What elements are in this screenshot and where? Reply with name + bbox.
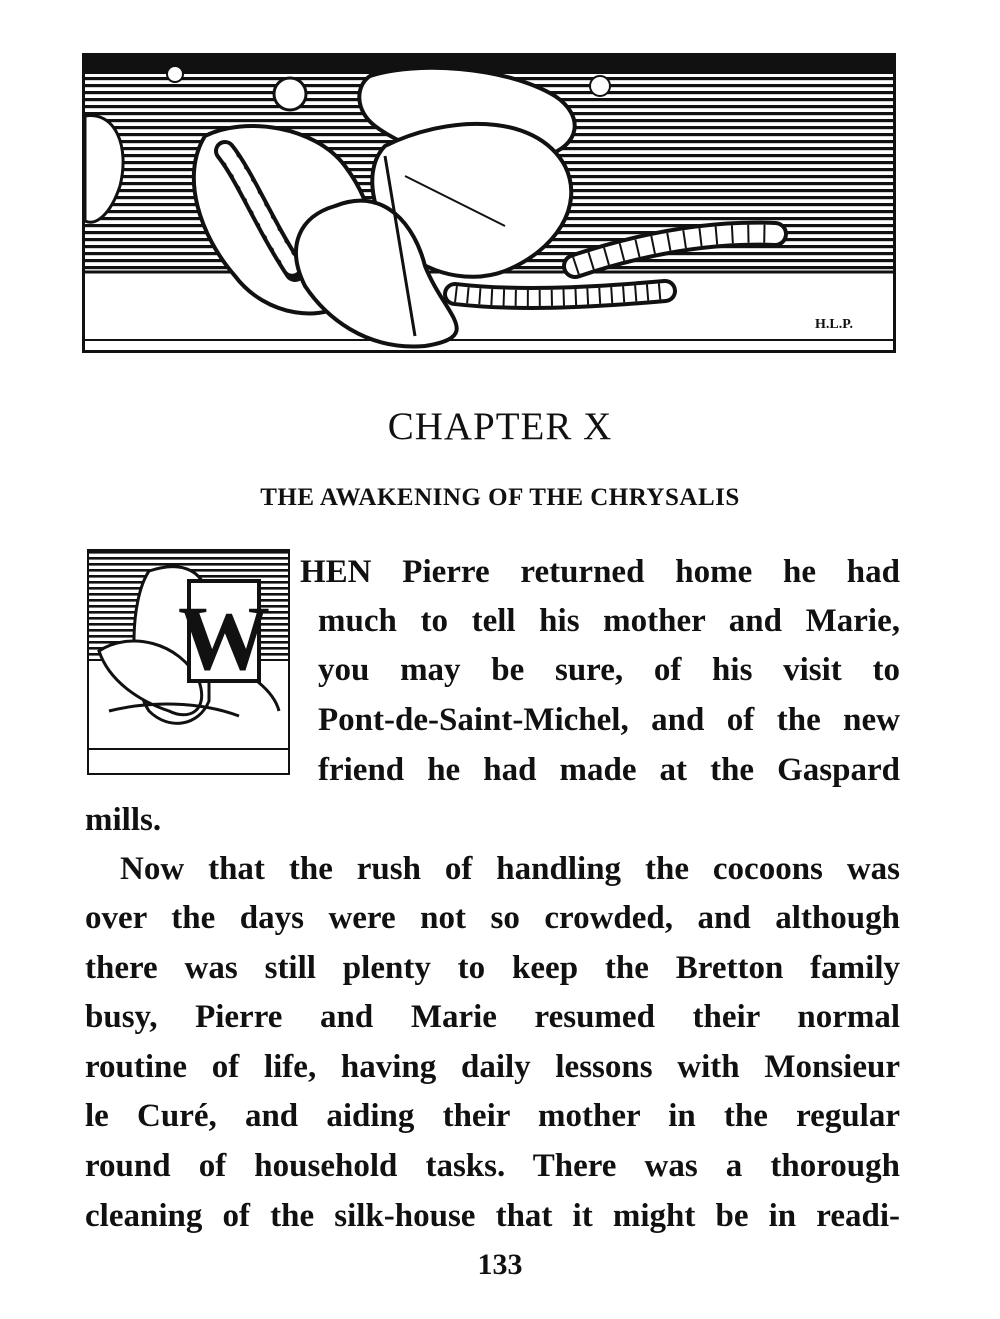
paragraph2-line-2: over the days were not so crowded, and although: [85, 900, 900, 936]
text-line: HEN Pierre returned home he had: [300, 554, 900, 590]
silkworm-leaves-illustration: [85, 56, 893, 350]
paragraph2-line-7: round of household tasks. There was a thorough: [85, 1148, 900, 1184]
chapter-title: CHAPTER X: [387, 405, 613, 448]
paragraph1-line-4: Pont-de-Saint-Michel, and of the new: [318, 702, 900, 738]
paragraph2-line-4: busy, Pierre and Marie resumed their normal: [85, 999, 900, 1035]
paragraph1-line-5: friend he had made at the Gaspard: [318, 752, 900, 788]
page-number: 133: [477, 1248, 523, 1281]
paragraph1-line-2: much to tell his mother and Marie,: [318, 603, 900, 639]
header-illustration: [82, 53, 896, 353]
paragraph1-line-1: [300, 552, 900, 592]
paragraph2-line-1: Now that the rush of handling the cocoons was: [120, 851, 900, 887]
paragraph1-line-3: you may be sure, of his visit to: [318, 652, 900, 688]
drop-cap-letter: W: [178, 587, 270, 689]
paragraph2-line-5: routine of life, having daily lessons with Monsieur: [85, 1049, 900, 1085]
paragraph2-line-8: cleaning of the silk-house that it might be in readi-: [85, 1198, 900, 1234]
paragraph1-line-6: mills.: [85, 802, 162, 838]
paragraph2-line-3: there was still plenty to keep the Bretton family: [85, 950, 900, 986]
chapter-subtitle: THE AWAKENING OF THE CHRYSALIS: [260, 484, 740, 511]
drop-cap-ornament: [89, 551, 288, 773]
illustrator-signature: H.L.P.: [815, 317, 853, 332]
paragraph2-line-6: le Curé, and aiding their mother in the regular: [85, 1098, 900, 1134]
drop-cap: [87, 549, 290, 775]
